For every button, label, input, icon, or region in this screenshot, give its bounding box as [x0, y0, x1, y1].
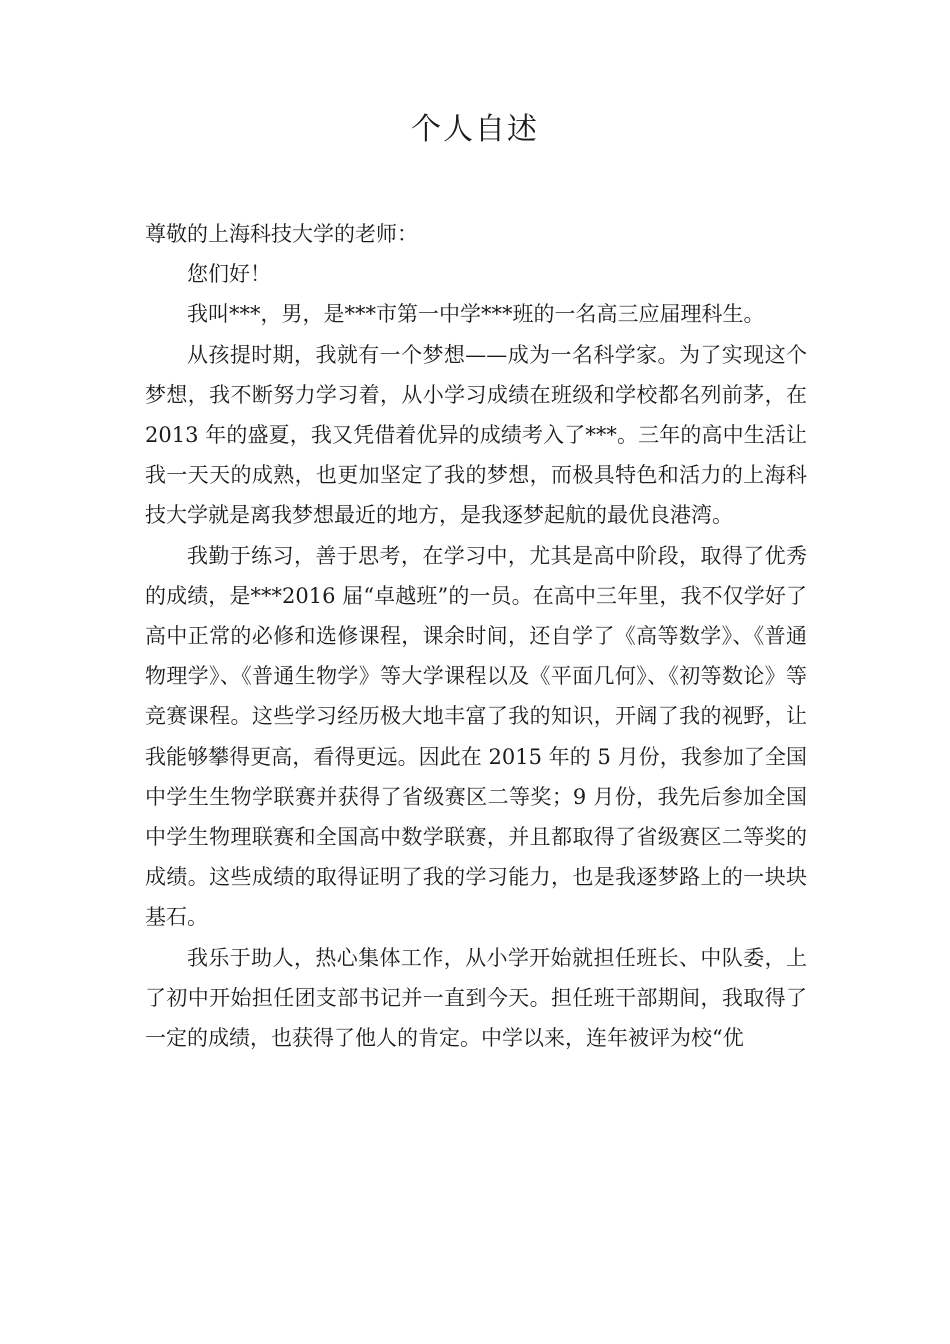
paragraph-dream: 从孩提时期，我就有一个梦想——成为一名科学家。为了实现这个梦想，我不断努力学习着，从小学习成绩在班级和学校都名列前茅，在 2013 年的盛夏，我又凭借着优异的成绩考入了***。三年的高中生活让我一天天的成熟，也更加坚定了我的梦想，而极具特色和活力的上海科技大学就是离我梦想最近的地方，是我逐梦起航的最优良港湾。 — [145, 342, 807, 528]
paragraph-greeting: 您们好！ — [187, 262, 271, 287]
salutation: 尊敬的上海科技大学的老师： — [145, 222, 418, 246]
paragraph-service: 我乐于助人，热心集体工作，从小学开始就担任班长、中队委，上了初中开始担任团支部书记并一直到今天。担任班干部期间，我取得了一定的成绩，也获得了他人的肯定。中学以来，连年被评为校“优 — [145, 945, 807, 1051]
document-title: 个人自述 — [411, 112, 539, 147]
paragraph-introduction: 我叫***，男，是***市第一中学***班的一名高三应届理科生。 — [187, 302, 765, 327]
document-body — [145, 214, 807, 1058]
paragraph-study: 我勤于练习，善于思考，在学习中，尤其是高中阶段，取得了优秀的成绩，是***2016 届“卓越班”的一员。在高中三年里，我不仅学好了高中正常的必修和选修课程，课余时间，还自学了《高等数学》、《普通物理学》、《普通生物学》等大学课程以及《平面几何》、《初等数论》等竞赛课程。这些学习经历极大地丰富了我的知识，开阔了我的视野，让我能够攀得更高，看得更远。因此在 2015 年的 5 月份，我参加了全国中学生生物学联赛并获得了省级赛区二等奖；9 月份，我先后参加全国中学生物理联赛和全国高中数学联赛，并且都取得了省级赛区二等奖的成绩。这些成绩的取得证明了我的学习能力，也是我逐梦路上的一块块基石。 — [145, 543, 807, 930]
